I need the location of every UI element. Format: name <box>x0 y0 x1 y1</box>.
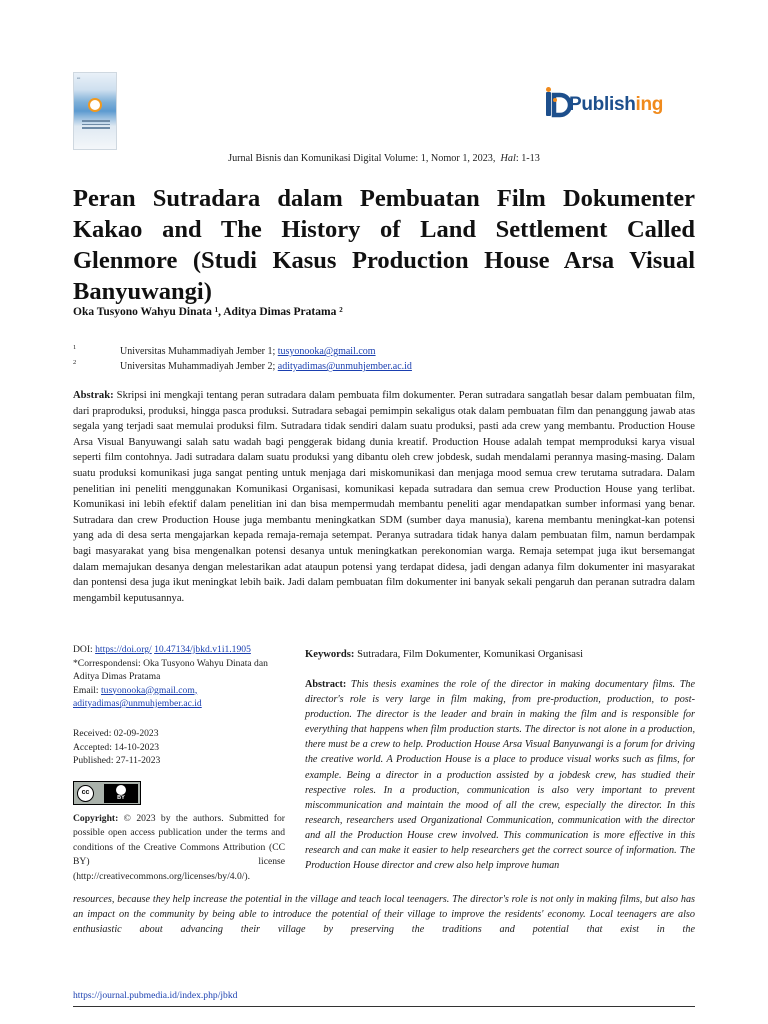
pages-range: : 1-13 <box>515 153 540 164</box>
received-date: Received: 02-09-2023 <box>73 728 159 739</box>
cover-title-lines <box>82 120 110 131</box>
abstract-continuation: resources, because they help increase the potential in the village and teach local teenagers. The director's role is not only in making films, but also has an impact on the community by being able to introduce the potential of their village to improve the residents' economy. Local teenagers are also enthusiastic about advancing their village by preserving the traditions and potential that exist in the <box>73 894 695 936</box>
affiliation-number: 1 <box>73 344 77 351</box>
logo-main: Publish <box>569 94 636 115</box>
journal-cover-image <box>73 72 117 150</box>
journal-url-link[interactable]: https://journal.pubmedia.id/index.php/jbkd <box>73 990 238 1001</box>
copyright-text: © 2023 by the authors. Submitted for possible open access publication under the terms and conditions of the Creative Commons Attribution (CC BY) license (http://creativecommons.org/licenses/by/4.0/). <box>73 813 285 882</box>
cover-publisher-mark: ▪▪▪ <box>77 76 81 80</box>
article-meta <box>73 643 285 711</box>
affiliation-text: Universitas Muhammadiyah Jember 2; <box>120 361 278 372</box>
journal-citation <box>0 153 768 164</box>
article-title: Peran Sutradara dalam Pembuatan Film Dokumenter Kakao and The History of Land Settlement Called Glenmore (Studi Kasus Production House Arsa Visual Banyuwangi) <box>73 185 695 305</box>
author-list: Oka Tusyono Wahyu Dinata ¹, Aditya Dimas Pratama ² <box>73 306 343 318</box>
accepted-date: Accepted: 14-10-2023 <box>73 741 160 753</box>
abstrak-label: Abstrak: <box>73 390 114 401</box>
pages-label: Hal <box>500 153 516 164</box>
footer-journal-url <box>73 990 237 1001</box>
abstract-paragraph <box>305 677 695 873</box>
abstrak-paragraph <box>73 388 695 606</box>
cc-by-license-badge[interactable] <box>73 781 141 805</box>
keywords-text: Sutradara, Film Dokumenter, Komunikasi Organisasi <box>354 649 584 660</box>
doi-link[interactable]: 10.47134/jbkd.v1i1.1905 <box>154 644 251 655</box>
affiliation-text: Universitas Muhammadiyah Jember 1; <box>120 346 278 357</box>
email-link-2[interactable]: adityadimas@unmuhjember.ac.id <box>73 698 202 709</box>
email-label: Email: <box>73 684 101 696</box>
publisher-logo-text <box>569 94 663 116</box>
abstract-text-column: This thesis examines the role of the director in making documentary films. The director's role is very large in film making, from pre-production, production, to post-production. The director is the leader and brain in making the film and is responsible for everything that happens when film production starts. The director is not alone in a production, there must be a crew to help. Production House Arsa Visual Banyuwangi is a forum for driving the creative world. A Production House is a place to produce visual works such as films, for example. Being a director in a production assisted by a jobdesk crew, has studied their respective roles. In a production, communication is also very important to prevent miscommunication and maintain the mood of all the crew, especially the director. In this research, researchers used Organizational Communication, communication with the director and all the Production House crew involved. This communication is more effective in this research and can make it easier to help researchers get the correct source of information. The Production House director and crew also help improve human <box>305 679 695 872</box>
keywords-label: Keywords: <box>305 649 355 660</box>
doi-link-prefix[interactable]: https://doi.org/ <box>95 644 152 655</box>
correspondence: *Correspondensi: Oka Tusyono Wahyu Dinata dan Aditya Dimas Pratama <box>73 657 268 682</box>
copyright-label: Copyright: <box>73 813 119 824</box>
cover-logo-icon <box>88 98 102 112</box>
abstrak-text: Skripsi ini mengkaji tentang peran sutradara dalam pembuata film dokumenter. Peran sutradara sangatlah besar dalam pembuatan film, dari praproduksi, produksi, hingga pasca produksi. Sutradara sebagai pemimpin sekaligus otak dalam pembuatan film dan penanggung jawab atas segala yang terjadi saat memulai produksi film. Sutradara tidak sendiri dalam suatu produksi, pasti ada crew yang membantu. Production House Arsa Visual Banyuwangi salah satu wadah bagi penggerak bidang dunia kreatif. Production House adalah tempat memproduksi karya visual seperti film contohnya. Jadi sutradara dalam suatu produksi yang dibantu oleh crew jobdesk, sudah mendalami perannya masing-masing. Dalam suatu produksi komunikasi juga sangat penting untuk menjaga dari miskomunikasi dan menjaga mood semua crew terutama sutradara. Dalam penelitian ini peneliti menggunakan Komunikasi Organisasi, komunikasi kepada sutradara dan semua crew Production House yang terlibat. Komunikasi ini lebih efektif dalam penelitian ini dan bisa mempermudah membantu peneliti agar mendapatkan sumber informasi yang benar. Sutradara dan crew Production House juga membantu meningkatkan SDM (sumber daya manusia), karena membantu meningkat-kan potensi yang ada di desa serta mengajarkan kepada remaja-remaja setempat. Peranya sutradara tidak hanya dalam pembuatan film, namun berdampak bagi masyarakat yang bisa mengenalkan potensi desanya untuk meningkatkan perekonomian warga. Remaja setempat juga ikut bersemangat dalam memajukan desanya dengan melestarikan adat ataupun potensi yang terdapat didesa, jadi dengan adanya film dokumenter ini masyarakat dan pontensi desa juga ikut meningkat lebih baik. Jadi dalam pembuatan film dokumenter ini banyak sekali pengaruh dan peranan sutradra dalam mengambil keputusannya. <box>73 390 695 604</box>
by-block <box>104 784 138 803</box>
article-dates <box>73 727 285 768</box>
affiliation-email-link[interactable]: tusyonooka@gmail.com <box>277 346 376 357</box>
copyright-notice <box>73 812 285 884</box>
publisher-logo <box>544 86 684 122</box>
abstract-label: Abstract: <box>305 679 347 690</box>
attribution-person-icon <box>116 785 126 795</box>
affiliation-email-link[interactable]: adityadimas@unmuhjember.ac.id <box>277 361 412 372</box>
email-link-1[interactable]: tusyonooka@gmail.com, <box>100 684 198 696</box>
published-date: Published: 27-11-2023 <box>73 755 161 766</box>
journal-citation-text: Jurnal Bisnis dan Komunikasi Digital Volume: 1, Nomor 1, 2023, <box>228 153 496 164</box>
by-label: BY <box>117 795 125 801</box>
footer-divider <box>73 1006 695 1007</box>
cc-icon: cc <box>77 785 94 802</box>
affiliation-number: 2 <box>73 359 77 366</box>
logo-accent: ing <box>635 94 664 115</box>
doi-label: DOI: <box>73 644 96 655</box>
keywords <box>305 649 583 660</box>
